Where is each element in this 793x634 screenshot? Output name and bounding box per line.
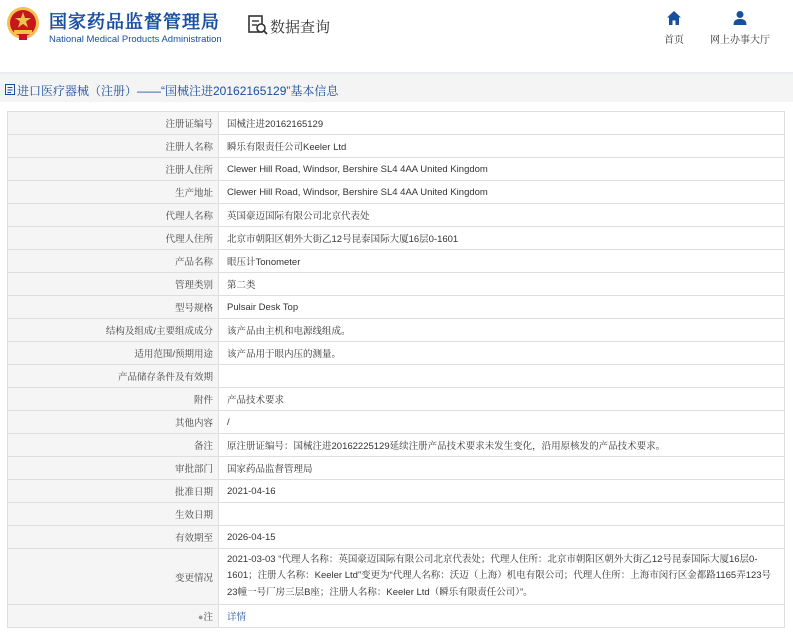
site-header [0,0,793,62]
field-label: 生效日期 [8,503,219,526]
table-row [8,503,785,526]
field-label: 有效期至 [8,526,219,549]
field-value: Clewer Hill Road, Windsor, Bershire SL4 4AA United Kingdom [219,181,785,204]
bullet-icon: ● [198,612,204,622]
field-value: 眼压计Tonometer [219,250,785,273]
data-query-icon [247,14,269,36]
field-label: 注册证编号 [8,112,219,135]
field-label: 其他内容 [8,411,219,434]
registration-info-table [7,111,785,628]
field-value: Pulsair Desk Top [219,296,785,319]
note-label-cell [8,605,219,628]
note-value-cell [219,605,785,628]
field-value: 瞬乐有限责任公司Keeler Ltd [219,135,785,158]
nav-online-office[interactable] [708,10,772,48]
site-title: 国家药品监督管理局 [49,12,220,32]
field-label: 注册人住所 [8,158,219,181]
page-title: 进口医疗器械（注册）——“国械注进20162165129”基本信息 [17,84,339,98]
field-label: 批准日期 [8,480,219,503]
table-row [8,411,785,434]
field-value: 2021-03-03 “代理人名称：英国豪迈国际有限公司北京代表处；代理人住所：北京市朝阳区朝外大街乙12号昆泰国际大厦16层0-1601；注册人名称：Keeler Ltd”变更为“代理人名称：沃迈（上海）机电有限公司；代理人住所：上海市闵行区金都路1165弄123号23幢一号厂房三层B座；注册人名称：Keeler Ltd（瞬乐有限责任公司）”。 [219,549,785,605]
field-value: 原注册证编号：国械注进20162225129延续注册产品技术要求未发生变化，沿用原核发的产品技术要求。 [219,434,785,457]
field-value: / [219,411,785,434]
field-label: 备注 [8,434,219,457]
field-label: 代理人住所 [8,227,219,250]
details-link[interactable]: 详情 [227,612,247,623]
field-label: 注册人名称 [8,135,219,158]
table-row [8,526,785,549]
table-row [8,227,785,250]
site-subtitle: National Medical Products Administration [49,34,222,45]
field-label: 变更情况 [8,549,219,605]
table-row [8,388,785,411]
table-row [8,434,785,457]
field-label: 注 [203,612,213,623]
table-row [8,319,785,342]
field-label: 管理类别 [8,273,219,296]
field-value: 2021-04-16 [219,480,785,503]
table-row [8,480,785,503]
table-row [8,250,785,273]
field-value: 第二类 [219,273,785,296]
table-row [8,112,785,135]
document-icon [5,84,15,95]
table-row [8,365,785,388]
field-value: 产品技术要求 [219,388,785,411]
field-label: 生产地址 [8,181,219,204]
field-value: Clewer Hill Road, Windsor, Bershire SL4 4AA United Kingdom [219,158,785,181]
user-icon [732,10,748,26]
field-value: 该产品由主机和电源线组成。 [219,319,785,342]
table-row [8,204,785,227]
home-icon [666,10,682,26]
table-row [8,605,785,628]
field-value: 北京市朝阳区朝外大街乙12号昆泰国际大厦16层0-1601 [219,227,785,250]
field-label: 结构及组成/主要组成成分 [8,319,219,342]
field-value [219,365,785,388]
field-label: 适用范围/预期用途 [8,342,219,365]
data-query-label: 数据查询 [270,19,331,36]
nav-home[interactable] [654,10,694,48]
field-label: 产品名称 [8,250,219,273]
field-value: 该产品用于眼内压的测量。 [219,342,785,365]
page-title-bar [0,72,793,102]
field-value: 国家药品监督管理局 [219,457,785,480]
table-row [8,296,785,319]
field-value [219,503,785,526]
field-value: 国械注进20162165129 [219,112,785,135]
emblem-logo-icon [6,6,40,42]
table-row [8,181,785,204]
field-label: 审批部门 [8,457,219,480]
table-row [8,158,785,181]
field-value: 2026-04-15 [219,526,785,549]
table-row [8,457,785,480]
table-row [8,273,785,296]
field-label: 型号规格 [8,296,219,319]
field-label: 附件 [8,388,219,411]
table-row [8,135,785,158]
field-value: 英国豪迈国际有限公司北京代表处 [219,204,785,227]
field-label: 产品储存条件及有效期 [8,365,219,388]
table-row [8,342,785,365]
table-row [8,549,785,605]
field-label: 代理人名称 [8,204,219,227]
nav-home-label: 首页 [664,35,684,46]
nav-online-office-label: 网上办事大厅 [710,35,770,46]
